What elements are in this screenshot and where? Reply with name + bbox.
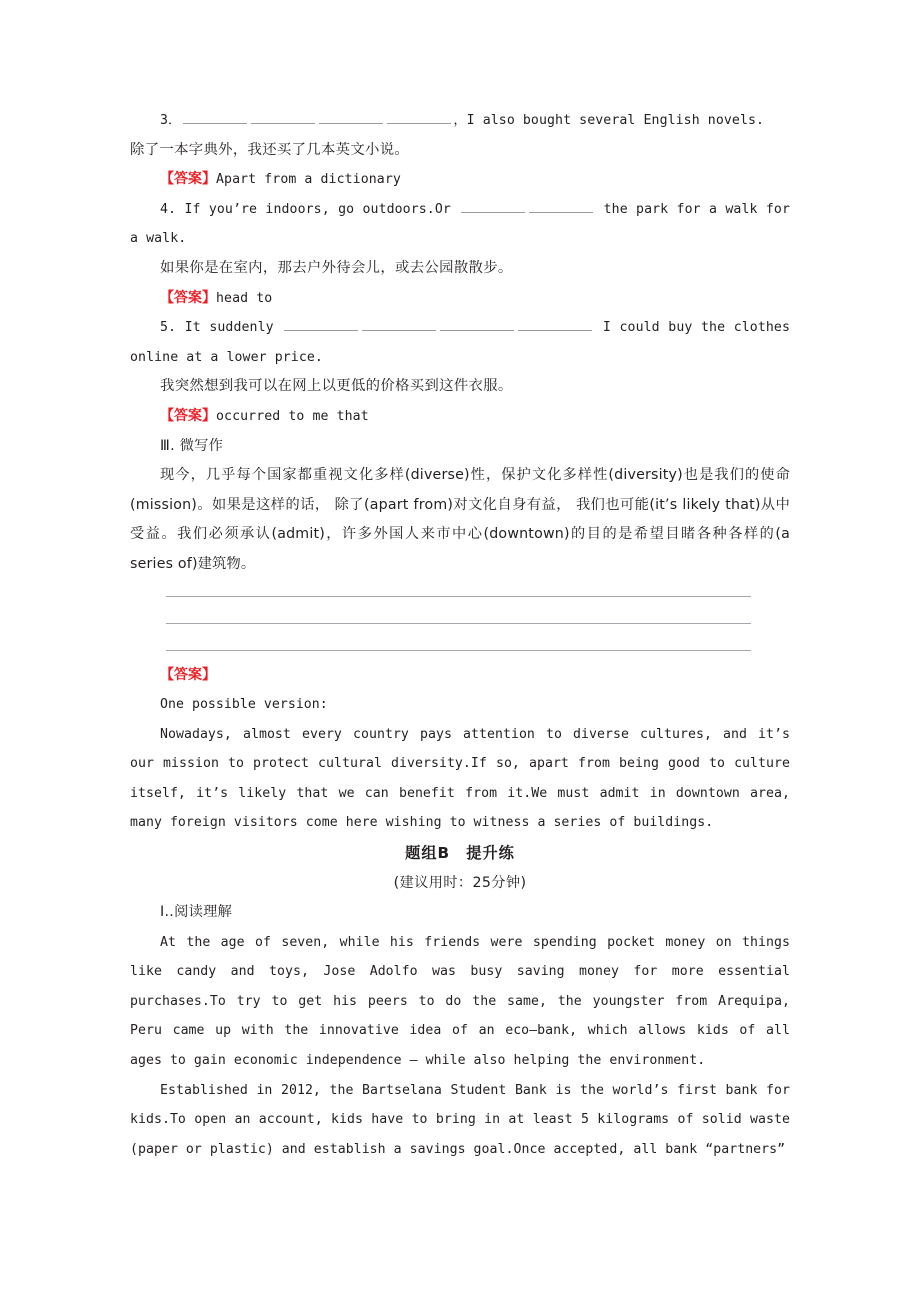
blank-3-4[interactable]: [387, 111, 451, 124]
exercise-5-number: 5.: [160, 320, 177, 336]
writing-rule-3[interactable]: [166, 650, 751, 651]
exercise-4-number: 4.: [160, 201, 177, 217]
answer-label-5: 【答案】: [160, 407, 216, 424]
writing-rule-1[interactable]: [166, 596, 751, 597]
blank-4-1[interactable]: [461, 200, 525, 213]
reading-section-heading: Ⅰ..阅读理解: [160, 904, 233, 921]
blank-3-3[interactable]: [319, 111, 383, 124]
blank-3-1[interactable]: [183, 111, 247, 124]
writing-prompt: 现今，几乎每个国家都重视文化多样(diverse)性，保护文化多样性(diversity)也是我们的使命(mission)。如果是这样的话， 除了(apart from)对文化自身有益， 我们也可能(it’s likely that)从中受益。我们必须承认(admit)，许多外国人来市中心(downtown)的目的是希望目睹各种各样的(a series of)建筑物。: [130, 467, 790, 572]
blank-5-1[interactable]: [284, 318, 358, 331]
answer-label-writing: 【答案】: [160, 666, 216, 683]
writing-answer-label-row: [130, 661, 790, 691]
writing-rule-2[interactable]: [166, 623, 751, 624]
exercise-3-answer-row: [130, 165, 790, 195]
writing-answer-area[interactable]: [130, 596, 790, 651]
exercise-4-answer-row: [130, 284, 790, 314]
exercise-3-answer: Apart from a dictionary: [216, 172, 401, 188]
answer-label-3: 【答案】: [160, 171, 216, 188]
writing-answer-text: Nowadays, almost every country pays attention to diverse cultures, and it’s our mission to protect cultural diversity.If so, apart from being good to culture itself, it’s likely that we can benefit from it.We must admit in downtown area, many foreign visitors come here wishing to witness a series of buildings.: [130, 726, 790, 831]
exercise-5-answer: occurred to me that: [216, 408, 369, 424]
exercise-3-tail: ，I also bought several English novels.: [453, 113, 765, 128]
exercise-4-tail: the park for a walk for a walk.: [130, 201, 790, 247]
exercise-5-head: It suddenly: [184, 320, 274, 336]
exercise-3-question: [130, 106, 790, 136]
group-b-title: 题组B 提升练: [405, 844, 515, 863]
writing-answer-intro: One possible version:: [160, 697, 328, 713]
blank-4-2[interactable]: [529, 200, 593, 213]
exercise-5-chinese: 我突然想到我可以在网上以更低的价格买到这件衣服。: [160, 378, 513, 395]
blank-5-3[interactable]: [440, 318, 514, 331]
exercise-4-answer: head to: [216, 290, 273, 306]
exercise-3-chinese: 除了一本字典外，我还买了几本英文小说。: [130, 141, 410, 158]
exercise-5-question: [130, 313, 790, 372]
group-b-subtitle: (建议用时：25分钟): [393, 875, 527, 892]
exercise-5-tail: I could buy the clothes online at a lower price.: [130, 320, 790, 365]
reading-passage-paragraph-2: Established in 2012, the Bartselana Student Bank is the world’s first bank for kids.To open an account, kids have to bring in at least 5 kilograms of solid waste (paper or plastic) and establish a savings goal.Once accepted, all bank “partners”: [130, 1082, 790, 1157]
exercise-3-number: 3．: [160, 113, 182, 128]
exercise-5-answer-row: [130, 402, 790, 432]
exercise-4-question: [130, 195, 790, 254]
blank-5-4[interactable]: [518, 318, 592, 331]
answer-label-4: 【答案】: [160, 289, 216, 306]
exercise-4-head: If you’re indoors, go outdoors.Or: [184, 201, 451, 217]
page-content: [130, 106, 790, 1164]
exercise-4-chinese: 如果你是在室内，那去户外待会儿，或去公园散散步。: [160, 259, 513, 276]
reading-passage-paragraph-1: At the age of seven, while his friends were spending pocket money on things like candy and toys, Jose Adolfo was busy saving money for more essential purchases.To try to get his peers to do the same, the youngster from Arequipa, Peru came up with the innovative idea of an eco—bank, which allows kids of all ages to gain economic independence — while also helping the environment.: [130, 934, 790, 1069]
writing-section-heading: Ⅲ. 微写作: [160, 437, 224, 454]
blank-5-2[interactable]: [362, 318, 436, 331]
blank-3-2[interactable]: [251, 111, 315, 124]
